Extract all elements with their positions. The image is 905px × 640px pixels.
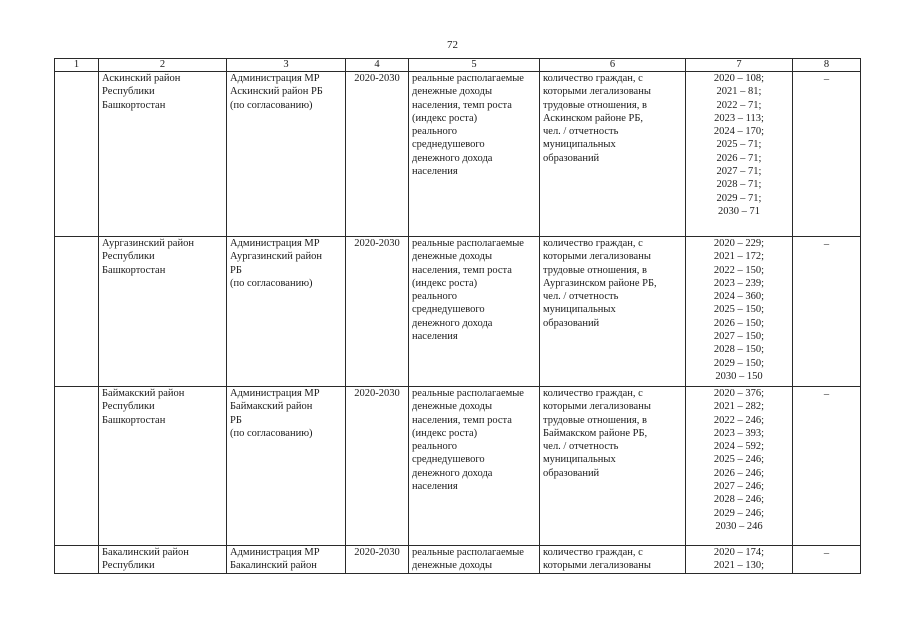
measure-cell xyxy=(540,237,686,387)
period-cell xyxy=(346,387,409,546)
indicator-line: (индекс роста) xyxy=(412,427,478,439)
executor-line: Администрация МР xyxy=(230,388,320,399)
page-number: 72 xyxy=(447,39,458,51)
executor-line: Аскинский район РБ xyxy=(230,86,323,98)
district-line: Республики xyxy=(102,560,155,572)
indicator-line: реального xyxy=(412,291,457,303)
row-number-cell xyxy=(55,546,99,574)
district-line: Аскинский район xyxy=(102,73,181,84)
district-line: Башкортостан xyxy=(102,264,166,276)
measure-line: которыми легализованы xyxy=(543,251,651,263)
period-text: 2020-2030 xyxy=(354,238,400,249)
district-line: Республики xyxy=(102,401,155,413)
executor-line: РБ xyxy=(230,264,242,276)
district-line: Бакалинский район xyxy=(102,547,189,558)
period-cell xyxy=(346,237,409,387)
indicator-line: населения, темп роста xyxy=(412,264,512,276)
table-row xyxy=(55,72,861,237)
indicator-cell xyxy=(409,546,540,574)
district-line: Аургазинский район xyxy=(102,238,194,249)
district-line: Башкортостан xyxy=(102,414,166,426)
values-line: 2023 – 239; xyxy=(713,277,765,289)
values-line: 2020 – 108; xyxy=(713,73,765,84)
district-line: Республики xyxy=(102,251,155,263)
values-line: 2022 – 150; xyxy=(713,264,765,276)
executor-cell xyxy=(227,546,346,574)
values-line: 2024 – 592; xyxy=(713,441,765,453)
row-number-cell xyxy=(55,237,99,387)
indicator-line: реальные располагаемые xyxy=(412,238,524,249)
period-text: 2020-2030 xyxy=(354,388,400,399)
measure-line: чел. / отчетность xyxy=(543,441,619,453)
district-line: Башкортостан xyxy=(102,99,166,111)
district-cell xyxy=(99,546,227,574)
executor-line: Аургазинский район xyxy=(230,251,322,263)
values-line: 2024 – 360; xyxy=(713,291,765,303)
values-cell xyxy=(686,546,793,574)
values-line: 2026 – 71; xyxy=(716,152,762,164)
executor-line: РБ xyxy=(230,414,242,426)
indicator-line: населения xyxy=(412,481,458,493)
indicator-line: населения, темп роста xyxy=(412,414,512,426)
values-line: 2023 – 113; xyxy=(714,112,764,124)
indicator-line: населения xyxy=(412,331,458,343)
values-line: 2020 – 376; xyxy=(713,388,765,399)
values-line: 2027 – 246; xyxy=(713,481,765,493)
values-cell xyxy=(686,387,793,546)
values-line: 2021 – 130; xyxy=(713,560,765,572)
indicator-cell xyxy=(409,237,540,387)
values-line: 2021 – 172; xyxy=(713,251,765,263)
values-line: 2027 – 71; xyxy=(716,166,762,178)
header-cell: 1 xyxy=(55,59,99,72)
district-cell xyxy=(99,72,227,237)
indicator-line: денежного дохода xyxy=(412,317,493,329)
values-line: 2028 – 71; xyxy=(716,179,762,191)
header-cell: 7 xyxy=(686,59,793,72)
measure-line: чел. / отчетность xyxy=(543,126,619,138)
table-header-row xyxy=(55,59,861,72)
executor-line: (по согласованию) xyxy=(230,99,313,111)
district-cell xyxy=(99,237,227,387)
measure-line: муниципальных xyxy=(543,454,616,466)
indicator-line: реальные располагаемые xyxy=(412,388,524,399)
plan-table xyxy=(54,58,861,574)
values-cell xyxy=(686,72,793,237)
measure-line: количество граждан, с xyxy=(543,238,643,249)
indicator-line: реальные располагаемые xyxy=(412,73,524,84)
district-cell xyxy=(99,387,227,546)
values-line: 2021 – 81; xyxy=(716,86,762,98)
header-cell: 2 xyxy=(99,59,227,72)
measure-line: трудовые отношения, в xyxy=(543,99,647,111)
indicator-line: денежного дохода xyxy=(412,467,493,479)
executor-line: Администрация МР xyxy=(230,73,320,84)
note-cell xyxy=(793,237,861,387)
measure-line: количество граждан, с xyxy=(543,547,643,558)
values-line: 2028 – 246; xyxy=(713,494,765,506)
values-line: 2025 – 71; xyxy=(716,139,762,151)
values-line: 2026 – 246; xyxy=(713,467,765,479)
measure-line: Аскинском районе РБ, xyxy=(543,112,644,124)
measure-line: Баймакском районе РБ, xyxy=(543,427,648,439)
note-text: – xyxy=(823,389,830,400)
period-text: 2020-2030 xyxy=(354,73,400,84)
executor-cell xyxy=(227,387,346,546)
measure-line: образований xyxy=(543,152,600,164)
period-cell xyxy=(346,72,409,237)
district-line: Баймакский район xyxy=(102,388,185,399)
values-line: 2025 – 246; xyxy=(713,454,765,466)
executor-line: Баймакский район xyxy=(230,401,313,413)
note-cell xyxy=(793,387,861,546)
note-cell xyxy=(793,72,861,237)
values-line: 2029 – 150; xyxy=(713,357,765,369)
executor-line: Администрация МР xyxy=(230,238,320,249)
table-row xyxy=(55,387,861,546)
indicator-line: (индекс роста) xyxy=(412,112,478,124)
measure-line: образований xyxy=(543,467,600,479)
indicator-line: среднедушевого xyxy=(412,454,485,466)
indicator-line: денежные доходы xyxy=(412,86,493,98)
values-line: 2020 – 174; xyxy=(713,547,765,558)
measure-line: трудовые отношения, в xyxy=(543,414,647,426)
indicator-line: среднедушевого xyxy=(412,139,485,151)
row-number-cell xyxy=(55,387,99,546)
values-line: 2028 – 150; xyxy=(713,344,765,356)
measure-cell xyxy=(540,72,686,237)
values-line: 2024 – 170; xyxy=(713,126,765,138)
measure-cell xyxy=(540,546,686,574)
indicator-line: денежного дохода xyxy=(412,152,493,164)
executor-line: Бакалинский район xyxy=(230,560,317,572)
measure-line: трудовые отношения, в xyxy=(543,264,647,276)
indicator-line: денежные доходы xyxy=(412,401,493,413)
note-cell xyxy=(793,546,861,574)
measure-line: чел. / отчетность xyxy=(543,291,619,303)
period-cell xyxy=(346,546,409,574)
measure-line: Аургазинском районе РБ, xyxy=(543,277,657,289)
executor-cell xyxy=(227,237,346,387)
measure-line: которыми легализованы xyxy=(543,560,651,572)
measure-line: количество граждан, с xyxy=(543,73,643,84)
header-cell: 6 xyxy=(540,59,686,72)
executor-line: (по согласованию) xyxy=(230,427,313,439)
values-line: 2030 – 246 xyxy=(715,520,763,532)
values-line: 2022 – 71; xyxy=(716,99,762,111)
values-line: 2029 – 71; xyxy=(716,192,762,204)
values-line: 2030 – 71 xyxy=(718,205,760,217)
indicator-line: денежные доходы xyxy=(412,560,493,572)
district-line: Республики xyxy=(102,86,155,98)
indicator-line: (индекс роста) xyxy=(412,277,478,289)
values-line: 2021 – 282; xyxy=(713,401,765,413)
values-line: 2023 – 393; xyxy=(713,427,765,439)
executor-line: (по согласованию) xyxy=(230,277,313,289)
indicator-line: реального xyxy=(412,441,457,453)
values-line: 2022 – 246; xyxy=(713,414,765,426)
measure-line: муниципальных xyxy=(543,139,616,151)
indicator-cell xyxy=(409,387,540,546)
measure-line: образований xyxy=(543,317,600,329)
header-cell: 8 xyxy=(793,59,861,72)
indicator-cell xyxy=(409,72,540,237)
note-text: – xyxy=(823,548,830,559)
values-cell xyxy=(686,237,793,387)
executor-cell xyxy=(227,72,346,237)
values-line: 2030 – 150 xyxy=(715,370,763,382)
values-line: 2026 – 150; xyxy=(713,317,765,329)
indicator-line: среднедушевого xyxy=(412,304,485,316)
values-line: 2020 – 229; xyxy=(713,238,765,249)
measure-line: муниципальных xyxy=(543,304,616,316)
header-cell: 4 xyxy=(346,59,409,72)
header-cell: 3 xyxy=(227,59,346,72)
indicator-line: реальные располагаемые xyxy=(412,547,524,558)
measure-line: которыми легализованы xyxy=(543,86,651,98)
note-text: – xyxy=(823,74,830,85)
values-line: 2029 – 246; xyxy=(713,507,765,519)
row-number-cell xyxy=(55,72,99,237)
indicator-line: населения, темп роста xyxy=(412,99,512,111)
measure-line: которыми легализованы xyxy=(543,401,651,413)
indicator-line: реального xyxy=(412,126,457,138)
indicator-line: населения xyxy=(412,166,458,178)
executor-line: Администрация МР xyxy=(230,547,320,558)
measure-cell xyxy=(540,387,686,546)
measure-line: количество граждан, с xyxy=(543,388,643,399)
values-line: 2027 – 150; xyxy=(713,331,765,343)
header-cell: 5 xyxy=(409,59,540,72)
indicator-line: денежные доходы xyxy=(412,251,493,263)
table-row xyxy=(55,237,861,387)
note-text: – xyxy=(823,239,830,250)
values-line: 2025 – 150; xyxy=(713,304,765,316)
period-text: 2020-2030 xyxy=(354,547,400,558)
table-row xyxy=(55,546,861,574)
